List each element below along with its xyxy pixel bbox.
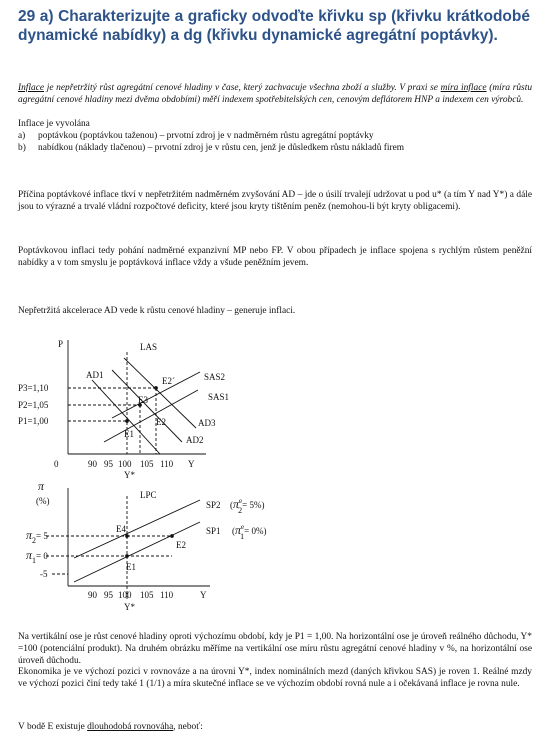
y-axis-unit: (%)	[36, 496, 50, 506]
ad3-label: AD3	[198, 418, 216, 428]
sp2-label: SP2	[206, 500, 221, 510]
paragraph-ad-acceleration: Nepřetržitá akcelerace AD vede k růstu cenové hladiny – generuje inflaci.	[18, 306, 296, 316]
level-pi2-label: π2= 5	[26, 528, 48, 545]
e2-label: E2	[156, 417, 166, 427]
x-tick: 105	[140, 459, 154, 469]
x-tick: 100	[118, 459, 132, 469]
x-tick: 90	[88, 459, 97, 469]
x-tick: 95	[104, 590, 113, 600]
level-p3-label: P3=1,10	[18, 383, 49, 393]
e2p-label: E2´	[162, 376, 175, 386]
las-label: LAS	[140, 342, 158, 352]
sp1-expectation: ($\pi^e$ 1= 0%)	[232, 523, 267, 541]
phillips-chart	[0, 482, 320, 624]
caused-title: Inflace je vyvolána	[18, 119, 90, 129]
e1-label: E1	[124, 429, 134, 439]
term-mira-inflace: míra inflace	[440, 83, 487, 93]
level-pi1-label: π1= 0	[26, 548, 48, 565]
point-e2	[171, 535, 174, 538]
x-axis-label: Y	[188, 459, 195, 469]
ad2-label: AD2	[186, 435, 204, 445]
ad-as-chart	[0, 330, 290, 480]
lpc-label: LPC	[140, 490, 157, 500]
point-e1	[126, 420, 129, 423]
sp1-line	[74, 522, 200, 582]
origin-label: 0	[54, 459, 59, 469]
y-axis-label: P	[58, 339, 64, 349]
level-m5-label: -5	[40, 569, 48, 579]
paragraph-demand-inflation-policy: Poptávkovou inflaci tedy pohání nadměrné expanzivní MP nebo FP. V obou případech je inflace spojena s rychlým růstem peněžní nabídky a v tom smyslu je poptávková inflace vždy a všude peněžním jevem.	[18, 246, 532, 268]
term-long-run-equilibrium: dlouhodobá rovnováha	[87, 722, 174, 732]
ystar-label: Y*	[124, 470, 135, 480]
sas2-label: SAS2	[204, 372, 226, 382]
sp1-label: SP1	[206, 526, 221, 536]
x-tick: 100	[118, 590, 132, 600]
list-item: b) nabídkou (náklady tlačenou) – prvotní zdroj je v růstu cen, jenž je důsledkem růstu nákladů firem	[18, 142, 405, 153]
paragraph-equilibrium: V bodě E existuje dlouhodobá rovnováha, neboť:	[18, 722, 203, 732]
x-tick: 110	[160, 590, 174, 600]
paragraph-starting-position: Ekonomika je ve výchozí pozici v rovnováze a na úrovni Y*, index nominálních mezd (daných křivkou SAS) je roven 1. Reálné mzdy ve výchozí pozici činí tedy také 1 (1/1) a míra skutečné inflace se ve výchozím období rovná nule a i očekávaná inflace je rovna nule.	[18, 667, 532, 689]
e2-label: E2	[176, 540, 186, 550]
point-e2p	[155, 387, 158, 390]
section-heading: 29 a) Charakterizujte a graficky odvoďte křivku sp (křivku krátkodobé dynamické nabídky) a dg (křivku dynamické agregátní poptávky).	[18, 8, 530, 44]
sas2-line	[112, 372, 200, 418]
x-tick: 105	[140, 590, 154, 600]
ystar-label: Y*	[124, 602, 135, 612]
term-inflace: Inflace	[18, 83, 45, 93]
x-axis-label: Y	[200, 590, 207, 600]
paragraph-demand-inflation-cause: Příčina poptávkové inflace tkví v nepřetržitém nadměrném zvyšování AD – jde o úsilí trvalejí udržovat u pod u* (a tím Y nad Y*) a dále jsou to výrazné a trvalé vládní rozpočtové deficity, které jsou kryty tištěním peněz (nemohou-li být kryty obligacemi).	[18, 190, 532, 212]
e4-label: E4	[116, 524, 126, 534]
paragraph-axes-explanation: Na vertikální ose je růst cenové hladiny oproti výchozímu období, kdy je P1 = 1,00. Na horizontální ose je úroveň reálného důchodu, Y* =100 (potenciální produkt). Na druhém obrázku měříme na vertikální ose míru růstu agregátní cenové hladiny v %, na horizontální ose úroveň důchodu.	[18, 632, 532, 666]
cause-list	[18, 131, 532, 154]
point-e1	[126, 555, 129, 558]
sp2-expectation: ($\pi^e$ 2= 5%)	[230, 497, 265, 515]
list-item: a) poptávkou (poptávkou taženou) – prvotní zdroj je v nadměrném růstu agregátní poptávky	[18, 131, 374, 141]
level-p2-label: P2=1,05	[18, 400, 49, 410]
e1-label: E1	[126, 562, 136, 572]
x-tick: 110	[160, 459, 174, 469]
x-tick: 90	[88, 590, 97, 600]
level-p1-label: P1=1,00	[18, 416, 49, 426]
e3-label: E3	[138, 395, 148, 405]
y-axis-symbol: π	[38, 482, 45, 493]
sas1-label: SAS1	[208, 392, 230, 402]
ad1-label: AD1	[86, 370, 104, 380]
x-tick: 95	[104, 459, 113, 469]
point-e4	[126, 535, 129, 538]
inflation-definition: Inflace je nepřetržitý růst agregátní cenové hladiny v čase, který zachvacuje všechna zboží a služby. V praxi se míra inflace (míra růstu agregátní cenové hladiny mezi dvěma obdobími) měří indexem spotřebitelských cen, cenovým deflátorem HNP a indexem cen výrobců.	[18, 83, 533, 105]
